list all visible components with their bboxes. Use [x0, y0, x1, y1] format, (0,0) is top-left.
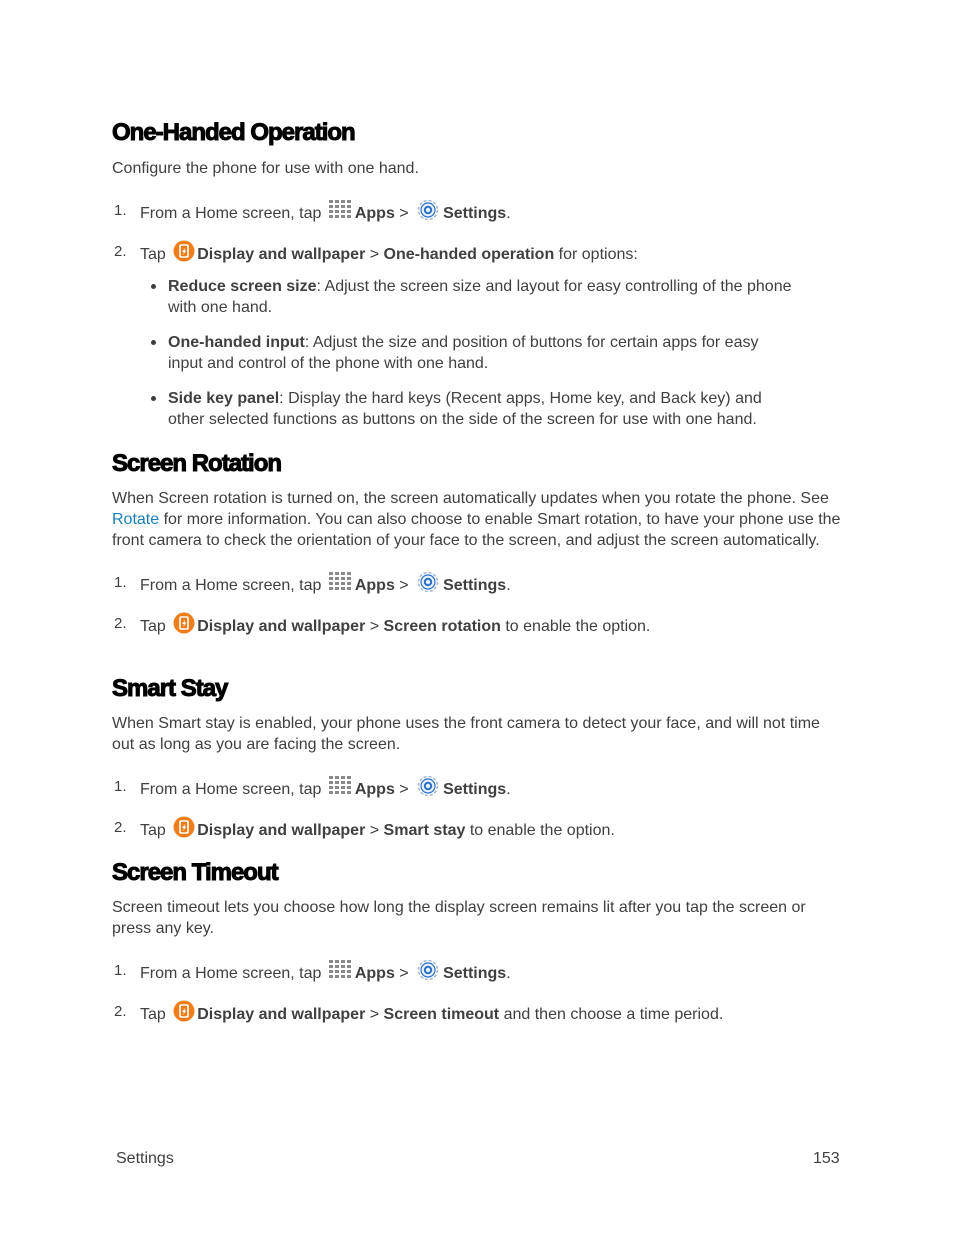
step-separator: > [365, 246, 384, 263]
step-text: From a Home screen, tap [140, 205, 326, 222]
option-term: Reduce screen size [168, 278, 317, 295]
settings-gear-icon [417, 775, 439, 797]
step-text: From a Home screen, tap [140, 781, 326, 798]
settings-gear-icon [417, 571, 439, 593]
step-number: 2. [114, 819, 127, 836]
option-label: One-handed operation [383, 246, 555, 263]
option-description: : Adjust the screen size and layout for easy controlling of the phone with one hand. [168, 278, 792, 316]
step-separator: > [394, 577, 414, 594]
step-text: and then choose a time period. [499, 1006, 724, 1023]
bullet-dot [151, 340, 156, 345]
step-1 [112, 959, 842, 987]
menu-item-label: Display and wallpaper [197, 822, 366, 839]
step-text: for options: [554, 246, 638, 263]
menu-item-label: Display and wallpaper [197, 618, 366, 635]
display-wallpaper-icon [173, 816, 195, 838]
step-text: Tap [140, 246, 171, 263]
step-1 [112, 775, 842, 803]
section-intro: Screen timeout lets you choose how long the display screen remains lit after you tap the screen or press any key. [112, 899, 806, 937]
step-2 [112, 612, 842, 640]
settings-gear-icon [417, 199, 439, 221]
bullet-dot [151, 284, 156, 289]
step-number: 1. [114, 574, 127, 591]
intro-text: for more information. You can also choose to enable Smart rotation, to have your phone use the front camera to check the orientation of your face to the screen, and adjust the screen automatically. [112, 511, 841, 549]
rotate-link[interactable]: Rotate [112, 511, 160, 528]
steps-list [112, 775, 842, 844]
step-separator: > [365, 618, 384, 635]
menu-item-label: Display and wallpaper [197, 246, 366, 263]
settings-label: Settings [443, 577, 507, 594]
bullet-dot [151, 396, 156, 401]
step-number: 2. [114, 615, 127, 632]
option-description: : Display the hard keys (Recent apps, Home key, and Back key) and other selected functions as buttons on the side of the screen for use with one hand. [168, 390, 762, 428]
step-text: . [506, 205, 511, 222]
steps-list [112, 959, 842, 1028]
step-2 [112, 816, 842, 844]
display-wallpaper-icon [173, 612, 195, 634]
settings-label: Settings [443, 205, 507, 222]
apps-grid-icon [328, 571, 353, 592]
option-label: Smart stay [383, 822, 466, 839]
step-number: 1. [114, 202, 127, 219]
step-text: . [506, 577, 511, 594]
steps-list [112, 571, 842, 640]
section-heading: Screen Timeout [112, 859, 278, 886]
section-screen-rotation [112, 449, 842, 640]
menu-item-label: Display and wallpaper [197, 1006, 366, 1023]
option-term: One-handed input [168, 334, 305, 351]
section-intro [112, 488, 842, 551]
step-separator: > [394, 205, 414, 222]
apps-label: Apps [354, 965, 395, 982]
step-separator: > [394, 781, 414, 798]
step-text: Tap [140, 618, 171, 635]
section-heading: Screen Rotation [112, 450, 282, 477]
settings-label: Settings [443, 965, 507, 982]
section-intro: Configure the phone for use with one hand. [112, 160, 419, 177]
footer-section-name: Settings [116, 1150, 174, 1167]
section-intro: When Smart stay is enabled, your phone uses the front camera to detect your face, and will not time out as long as you are facing the screen. [112, 715, 820, 753]
option-label: Screen timeout [383, 1006, 500, 1023]
step-number: 1. [114, 778, 127, 795]
steps-list [112, 199, 842, 268]
step-text: Tap [140, 1006, 171, 1023]
step-text: . [506, 965, 511, 982]
step-text: Tap [140, 822, 171, 839]
apps-label: Apps [354, 781, 395, 798]
option-description: : Adjust the size and position of buttons for certain apps for easy input and control of the phone with one hand. [168, 334, 759, 372]
options-list [112, 276, 792, 430]
step-number: 2. [114, 1003, 127, 1020]
step-text: to enable the option. [500, 618, 651, 635]
apps-label: Apps [354, 205, 395, 222]
intro-text: When Screen rotation is turned on, the screen automatically updates when you rotate the phone. See [112, 490, 829, 507]
display-wallpaper-icon [173, 1000, 195, 1022]
section-heading: Smart Stay [112, 675, 228, 702]
option-term: Side key panel [168, 390, 280, 407]
step-text: . [506, 781, 511, 798]
apps-grid-icon [328, 959, 353, 980]
step-text: to enable the option. [465, 822, 615, 839]
section-heading: One-Handed Operation [112, 119, 355, 146]
step-number: 1. [114, 962, 127, 979]
section-smart-stay [112, 674, 842, 844]
option-item [112, 276, 792, 318]
step-separator: > [365, 1006, 384, 1023]
apps-grid-icon [328, 775, 353, 796]
step-2 [112, 1000, 842, 1028]
option-item [112, 332, 792, 374]
option-item [112, 388, 792, 430]
step-separator: > [394, 965, 414, 982]
step-text: From a Home screen, tap [140, 577, 326, 594]
page-number: 153 [813, 1150, 840, 1167]
step-2 [112, 240, 842, 268]
step-1 [112, 199, 842, 227]
step-number: 2. [114, 243, 127, 260]
step-1 [112, 571, 842, 599]
settings-gear-icon [417, 959, 439, 981]
section-one-handed-operation [112, 118, 842, 444]
step-separator: > [365, 822, 384, 839]
display-wallpaper-icon [173, 240, 195, 262]
section-screen-timeout [112, 858, 842, 1028]
step-text: From a Home screen, tap [140, 965, 326, 982]
apps-label: Apps [354, 577, 395, 594]
option-label: Screen rotation [383, 618, 501, 635]
settings-label: Settings [443, 781, 507, 798]
apps-grid-icon [328, 199, 353, 220]
